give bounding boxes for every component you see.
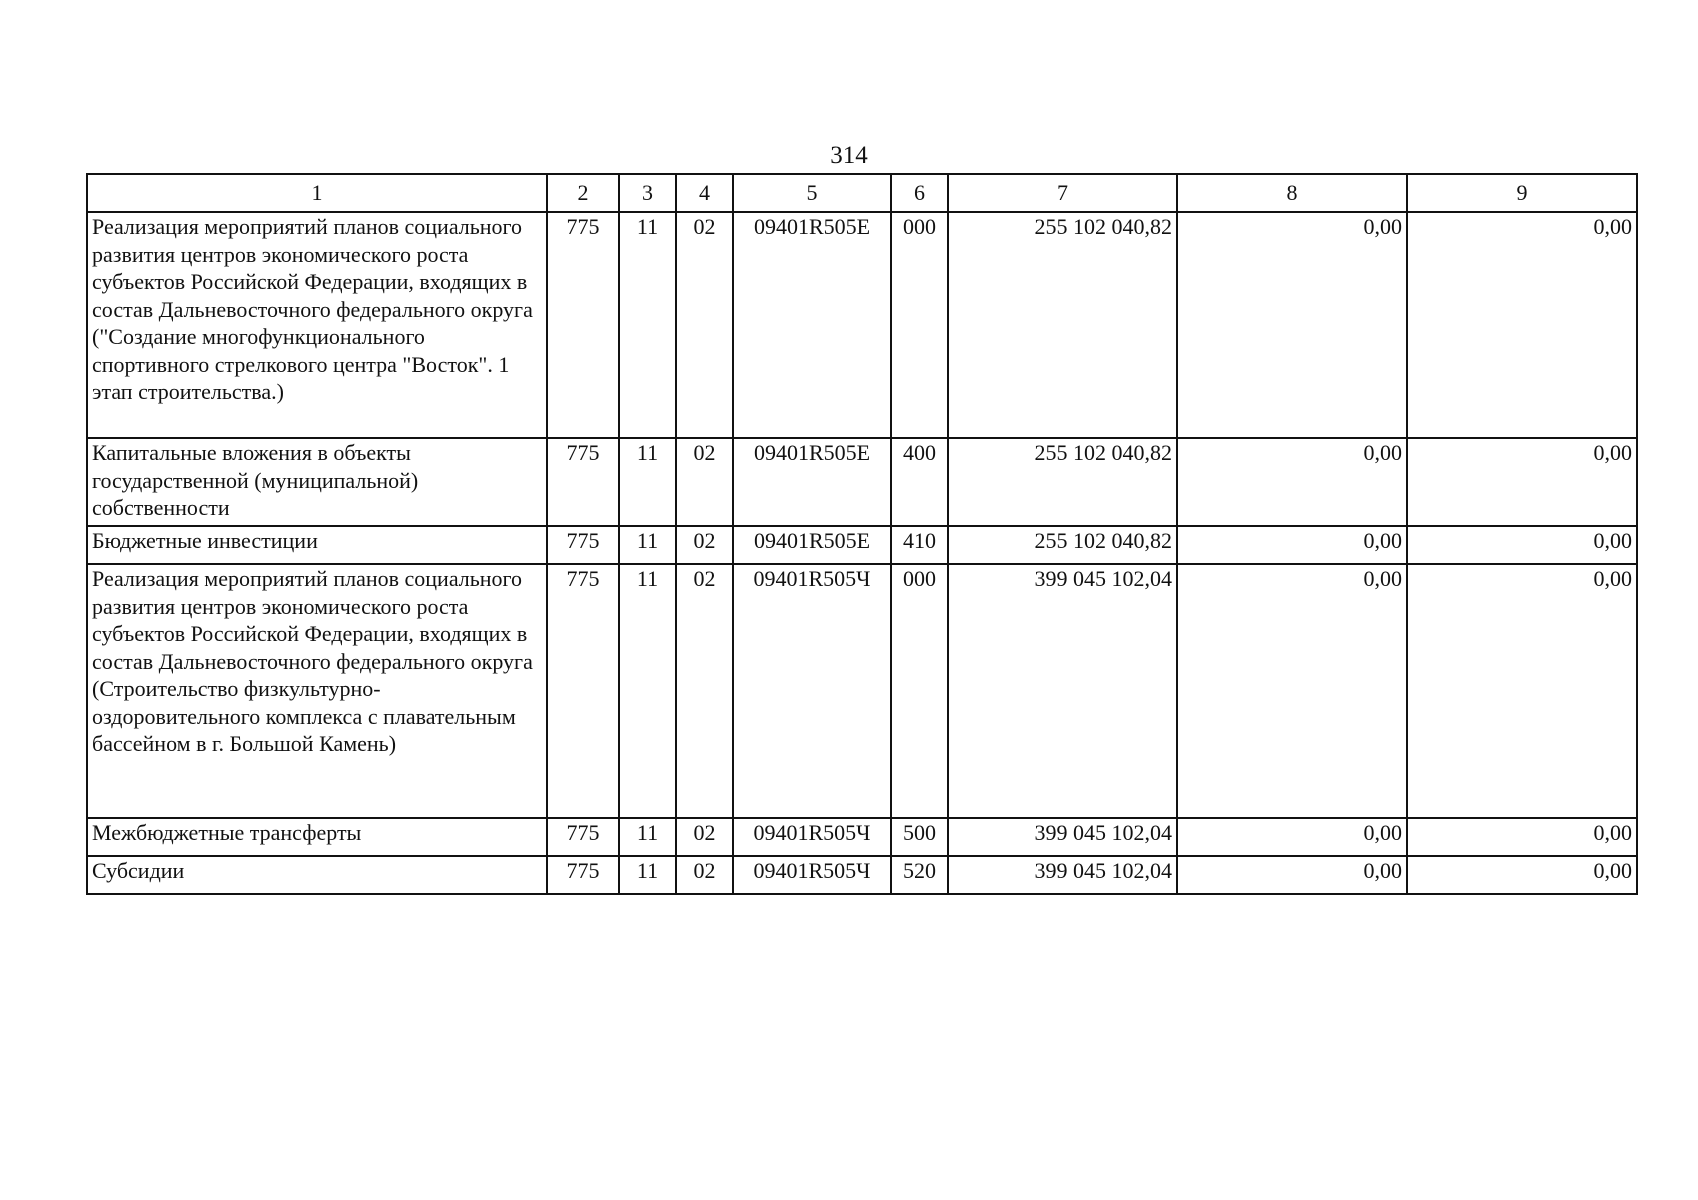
subsection-code: 02 [676,564,733,818]
column-header: 4 [676,174,733,212]
row-name: Реализация мероприятий планов социального развития центров экономического роста субъектов Российской Федерации, входящих в состав Дальневосточного федерального округа (Строительство физкультурно-оздоровительного комплекса с плавательным бассейном в г. Большой Камень) [87,564,547,818]
column-header: 5 [733,174,891,212]
subsection-code: 02 [676,212,733,438]
target-article-code: 09401R505Ч [733,818,891,856]
amount-col8: 0,00 [1177,526,1407,564]
ministry-code: 775 [547,438,619,526]
target-article-code: 09401R505E [733,438,891,526]
table-row [87,564,1637,818]
section-code: 11 [619,818,676,856]
table-row [87,438,1637,526]
amount-col9: 0,00 [1407,438,1637,526]
section-code: 11 [619,856,676,894]
table-header-row [87,174,1637,212]
subsection-code: 02 [676,526,733,564]
amount-col8: 0,00 [1177,818,1407,856]
ministry-code: 775 [547,526,619,564]
amount-col8: 0,00 [1177,212,1407,438]
column-header: 2 [547,174,619,212]
table-row [87,212,1637,438]
subsection-code: 02 [676,818,733,856]
amount-col7: 255 102 040,82 [948,526,1177,564]
expense-type-code: 000 [891,212,948,438]
expense-type-code: 410 [891,526,948,564]
subsection-code: 02 [676,438,733,526]
section-code: 11 [619,212,676,438]
section-code: 11 [619,438,676,526]
amount-col7: 255 102 040,82 [948,438,1177,526]
amount-col7: 399 045 102,04 [948,856,1177,894]
amount-col7: 399 045 102,04 [948,564,1177,818]
amount-col7: 399 045 102,04 [948,818,1177,856]
amount-col9: 0,00 [1407,818,1637,856]
column-header: 8 [1177,174,1407,212]
column-header: 7 [948,174,1177,212]
expense-type-code: 400 [891,438,948,526]
ministry-code: 775 [547,856,619,894]
table-row [87,526,1637,564]
column-header: 9 [1407,174,1637,212]
amount-col9: 0,00 [1407,526,1637,564]
ministry-code: 775 [547,564,619,818]
row-name: Реализация мероприятий планов социального развития центров экономического роста субъектов Российской Федерации, входящих в состав Дальневосточного федерального округа ("Создание многофункционального спортивного стрелкового центра "Восток". 1 этап строительства.) [87,212,547,438]
amount-col9: 0,00 [1407,856,1637,894]
subsection-code: 02 [676,856,733,894]
amount-col8: 0,00 [1177,564,1407,818]
amount-col8: 0,00 [1177,856,1407,894]
target-article-code: 09401R505Ч [733,856,891,894]
column-header: 6 [891,174,948,212]
row-name: Капитальные вложения в объекты государственной (муниципальной) собственности [87,438,547,526]
amount-col8: 0,00 [1177,438,1407,526]
target-article-code: 09401R505E [733,526,891,564]
column-header: 1 [87,174,547,212]
section-code: 11 [619,526,676,564]
budget-table [86,173,1638,895]
amount-col9: 0,00 [1407,564,1637,818]
section-code: 11 [619,564,676,818]
target-article-code: 09401R505Ч [733,564,891,818]
amount-col7: 255 102 040,82 [948,212,1177,438]
amount-col9: 0,00 [1407,212,1637,438]
row-name: Субсидии [87,856,547,894]
row-name: Бюджетные инвестиции [87,526,547,564]
ministry-code: 775 [547,818,619,856]
expense-type-code: 500 [891,818,948,856]
table-row [87,856,1637,894]
expense-type-code: 000 [891,564,948,818]
target-article-code: 09401R505E [733,212,891,438]
page-number: 314 [830,142,868,169]
expense-type-code: 520 [891,856,948,894]
row-name: Межбюджетные трансферты [87,818,547,856]
table-row [87,818,1637,856]
ministry-code: 775 [547,212,619,438]
column-header: 3 [619,174,676,212]
